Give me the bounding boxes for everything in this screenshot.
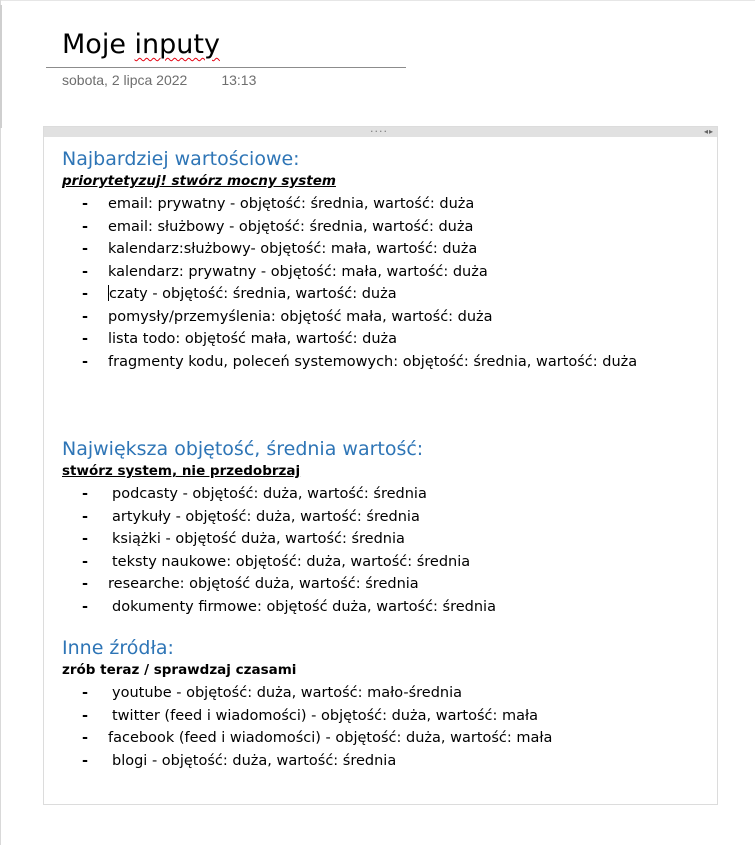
list-item-text: fragmenty kodu, poleceń systemowych: objętość: średnia, wartość: duża (108, 353, 638, 370)
bullet-dash: - (82, 752, 89, 769)
bullet-dash: - (82, 707, 89, 724)
bullet-list (62, 483, 712, 618)
list-item-text: teksty naukowe: objętość: duża, wartość: średnia (112, 553, 471, 570)
list-item-text: researche: objętość duża, wartość: średnia (108, 576, 419, 592)
bullet-dash: - (82, 531, 89, 547)
bullet-dash: - (82, 331, 89, 347)
list-item-text: podcasty - objętość: duża, wartość: średnia (112, 486, 427, 502)
top-border (0, 0, 755, 1)
list-item[interactable] (62, 216, 712, 239)
section-heading[interactable]: Najbardziej wartościowe: (62, 148, 300, 170)
bullet-dash: - (82, 218, 89, 235)
list-item[interactable] (62, 283, 712, 306)
page-title-prefix: Moje (62, 29, 135, 60)
bullet-dash: - (82, 308, 89, 325)
list-item-text: kalendarz: prywatny - objętość: mała, wartość: duża (108, 263, 488, 280)
list-item[interactable] (62, 705, 712, 728)
list-item[interactable] (62, 727, 712, 750)
note-container-move-handle[interactable] (44, 122, 717, 137)
list-item[interactable] (62, 238, 712, 261)
bullet-dash: - (82, 196, 89, 212)
page-title[interactable] (62, 26, 220, 64)
bullet-dash: - (82, 730, 89, 746)
list-item-text: dokumenty firmowe: objętość duża, wartość: średnia (112, 598, 496, 615)
list-item-text: pomysły/przemyślenia: objętość mała, wartość: duża (108, 308, 493, 325)
list-item[interactable] (62, 682, 712, 705)
list-item[interactable] (62, 506, 712, 529)
list-item-text: twitter (feed i wiadomości) - objętość: duża, wartość: mała (112, 707, 539, 724)
list-item[interactable] (62, 596, 712, 619)
bullet-dash: - (82, 263, 89, 280)
bullet-list (62, 193, 712, 373)
section-most-valuable (62, 145, 712, 373)
bullet-dash: - (82, 286, 89, 302)
page-datetime (62, 72, 256, 88)
bullet-dash: - (82, 508, 89, 525)
list-item[interactable] (62, 528, 712, 551)
bullet-dash: - (82, 486, 89, 502)
section-largest-volume (62, 435, 712, 618)
resize-arrows-icon[interactable]: ◂▸ (703, 127, 714, 136)
list-item-text: facebook (feed i wiadomości) - objętość: duża, wartość: mała (108, 730, 553, 746)
left-border-accent (0, 5, 2, 128)
title-underline (46, 67, 406, 68)
section-heading[interactable]: Inne źródła: (62, 637, 174, 659)
section-subheading[interactable]: priorytetyzuj! stwórz mocny system (62, 173, 336, 189)
list-item[interactable] (62, 193, 712, 216)
drag-handle-icon[interactable]: .... (370, 122, 388, 135)
list-item-text: czaty - objętość: średnia, wartość: duża (109, 286, 397, 302)
section-subheading[interactable]: zrób teraz / sprawdzaj czasami (62, 662, 297, 678)
list-item[interactable] (62, 306, 712, 329)
list-item-text: email: prywatny - objętość: średnia, wartość: duża (108, 196, 475, 212)
list-item[interactable] (62, 750, 712, 773)
page-date: sobota, 2 lipca 2022 (62, 72, 188, 88)
bullet-dash: - (82, 598, 89, 615)
bullet-list (62, 682, 712, 772)
list-item[interactable] (62, 351, 712, 374)
bullet-dash: - (82, 241, 89, 257)
note-content (62, 145, 712, 772)
section-subheading[interactable]: stwórz system, nie przedobrzaj (62, 463, 301, 479)
bullet-dash: - (82, 576, 89, 592)
note-container[interactable] (43, 122, 718, 805)
list-item[interactable] (62, 573, 712, 596)
page-time: 13:13 (221, 72, 257, 88)
list-item-text: lista todo: objętość mała, wartość: duża (108, 331, 398, 347)
list-item-text: blogi - objętość: duża, wartość: średnia (112, 752, 397, 769)
list-item[interactable] (62, 261, 712, 284)
list-item-text: artykuły - objętość: duża, wartość: średnia (112, 508, 420, 525)
list-item-text: książki - objętość duża, wartość: średnia (112, 531, 405, 547)
list-item[interactable] (62, 328, 712, 351)
list-item[interactable] (62, 551, 712, 574)
list-item[interactable] (62, 483, 712, 506)
page-title-misspelled-word[interactable]: inputy (134, 29, 220, 60)
bullet-dash: - (82, 685, 89, 701)
bullet-dash: - (82, 353, 89, 370)
list-item-text: kalendarz:służbowy- objętość: mała, wartość: duża (108, 241, 478, 257)
bullet-dash: - (82, 553, 89, 570)
list-item-text: email: służbowy - objętość: średnia, wartość: duża (108, 218, 474, 235)
section-heading[interactable]: Największa objętość, średnia wartość: (62, 438, 424, 460)
list-item-text: youtube - objętość: duża, wartość: mało-średnia (112, 685, 463, 701)
section-other-sources (62, 634, 712, 772)
